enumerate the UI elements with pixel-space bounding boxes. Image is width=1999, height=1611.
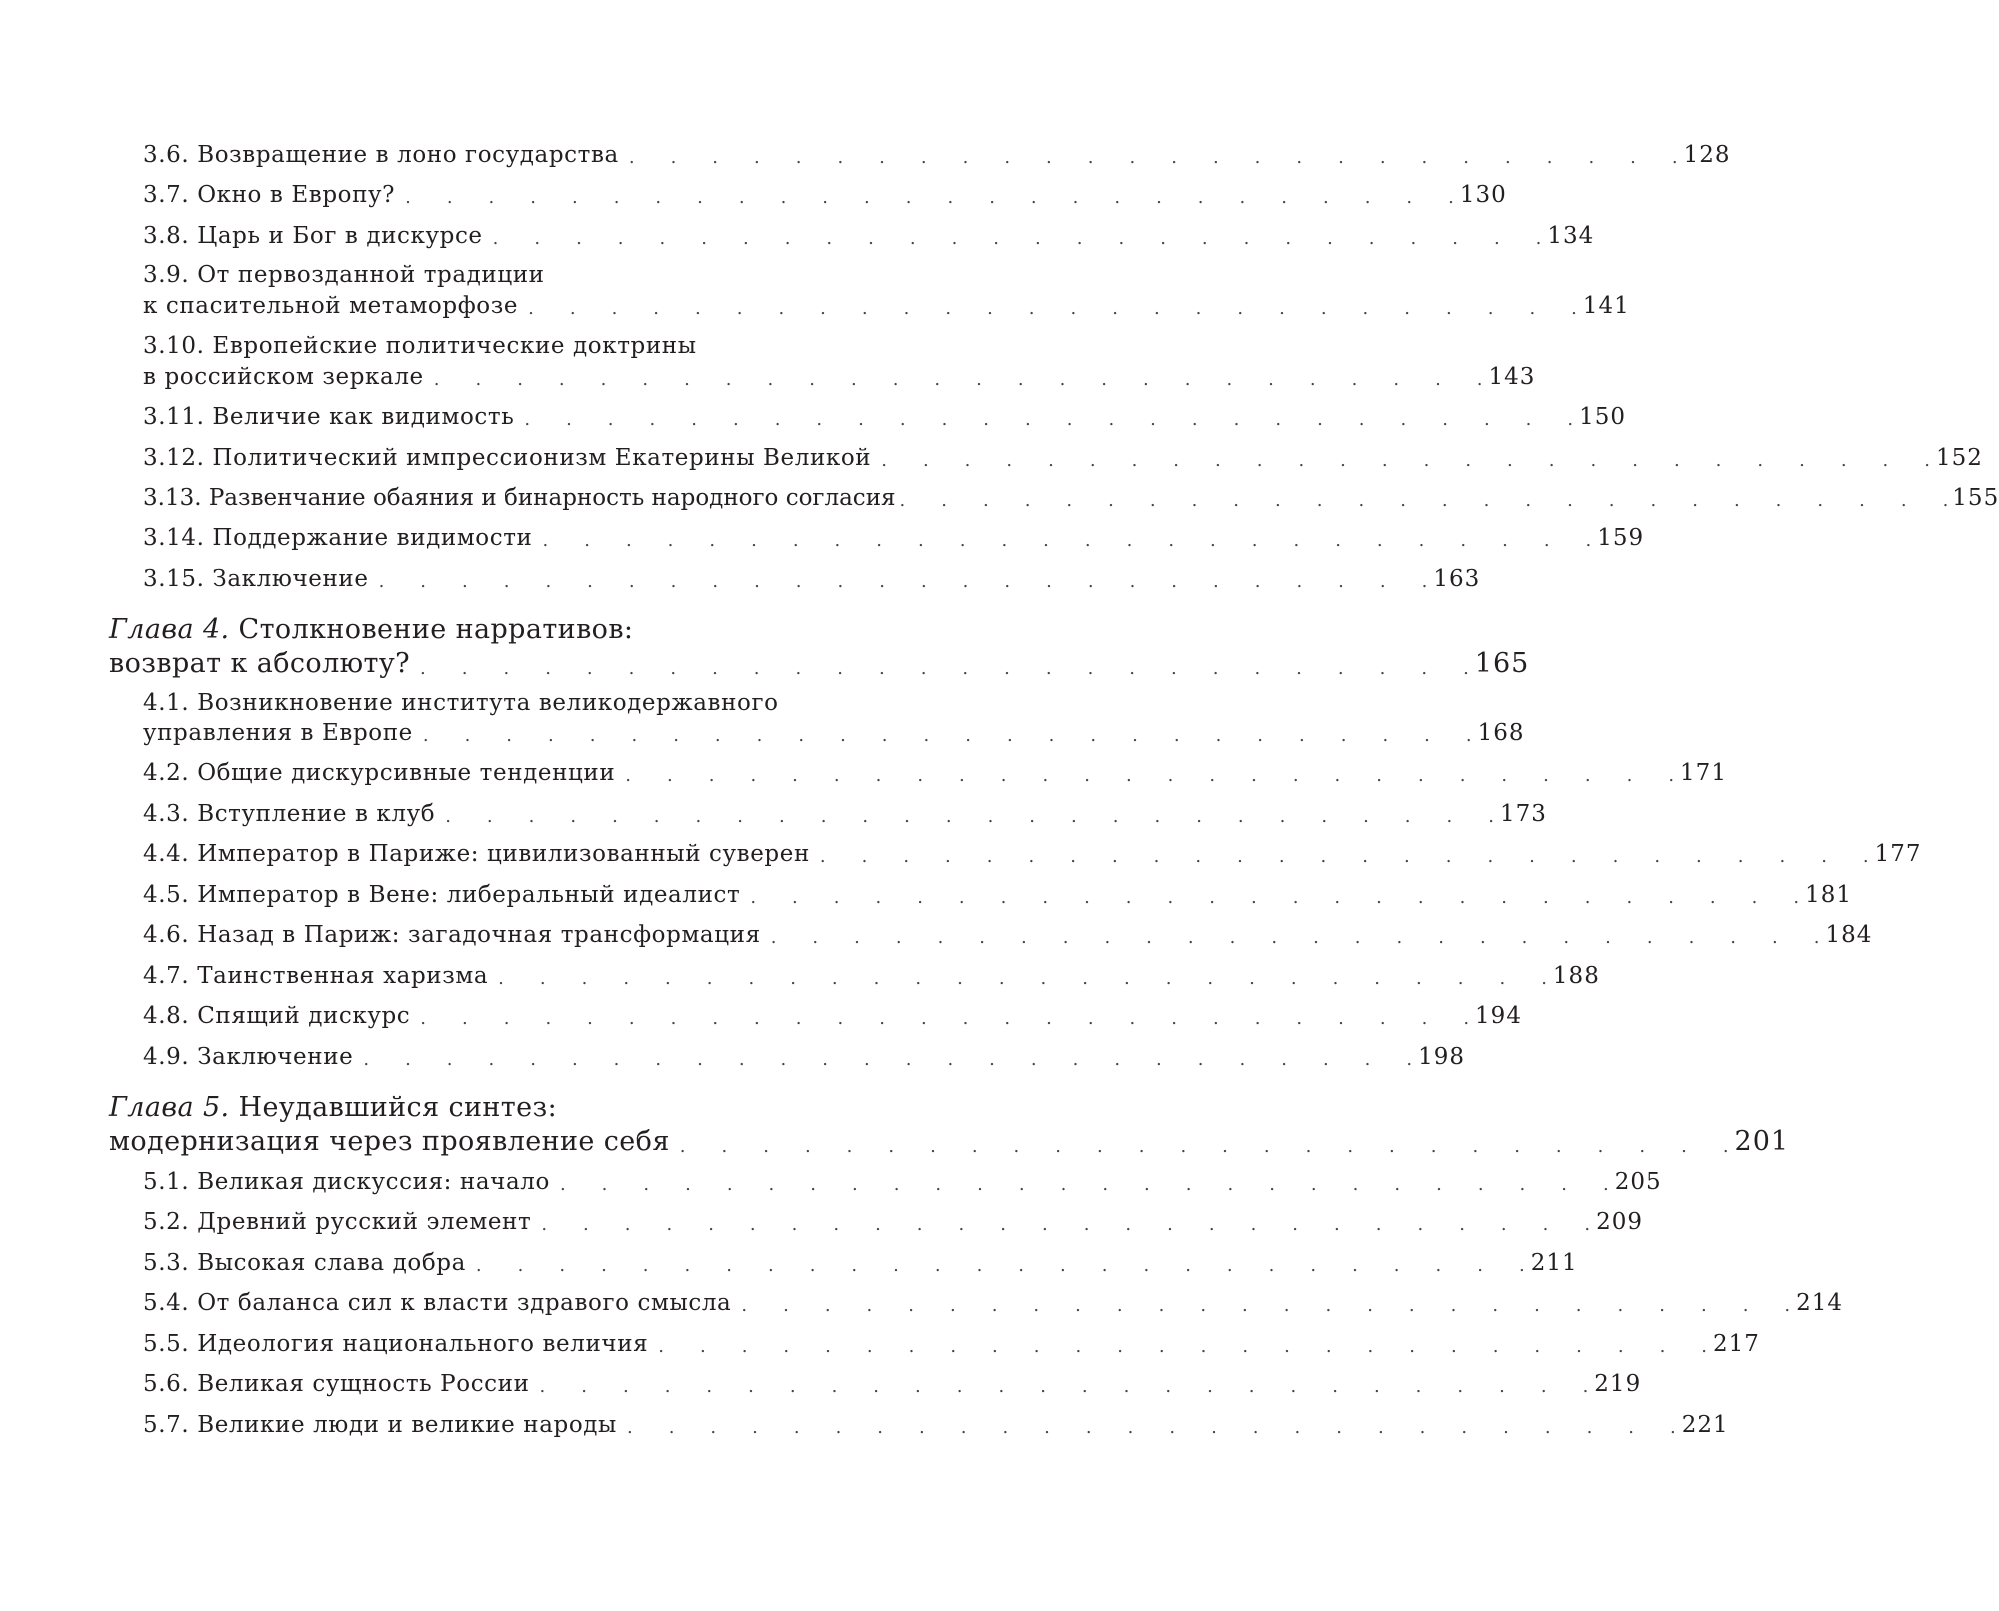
toc-entry[interactable] bbox=[143, 1331, 1760, 1357]
toc-entry[interactable] bbox=[143, 566, 1481, 592]
toc-entry-page: 181 bbox=[1805, 882, 1852, 908]
toc-entry[interactable] bbox=[143, 1250, 1578, 1276]
toc-entry[interactable] bbox=[143, 142, 1731, 168]
toc-entry-title: модернизация через проявление себя bbox=[109, 1126, 670, 1157]
dot-leader bbox=[820, 846, 1869, 867]
toc-entry-page: 130 bbox=[1459, 182, 1507, 208]
dot-leader bbox=[771, 927, 1820, 948]
toc-entry-title: 4.7. Таинственная харизма bbox=[143, 963, 489, 989]
toc-entry-page: 219 bbox=[1594, 1371, 1642, 1397]
toc-entry[interactable] bbox=[143, 1412, 1729, 1438]
toc-entry-title: 5.2. Древний русский элемент bbox=[143, 1209, 532, 1235]
toc-entry-title: 3.15. Заключение bbox=[143, 566, 369, 592]
toc-entry[interactable] bbox=[143, 364, 1536, 390]
toc-entry-page: 194 bbox=[1475, 1003, 1522, 1029]
toc-entry-title: 4.9. Заключение bbox=[143, 1044, 354, 1070]
toc-entry-title: 5.7. Великие люди и великие народы bbox=[143, 1412, 617, 1438]
chapter-heading-line1 bbox=[109, 1092, 557, 1123]
dot-leader bbox=[627, 1417, 1676, 1438]
toc-entry-page: 221 bbox=[1681, 1412, 1729, 1438]
dot-leader bbox=[629, 147, 1678, 168]
toc-entry-page: 155 bbox=[1952, 485, 1999, 511]
toc-entry-page: 159 bbox=[1597, 525, 1645, 551]
dot-leader bbox=[881, 450, 1930, 471]
dot-leader bbox=[541, 1214, 1590, 1235]
toc-entry-page: 141 bbox=[1582, 293, 1630, 319]
toc-entry[interactable] bbox=[143, 1290, 1844, 1316]
toc-entry-title: 3.11. Величие как видимость bbox=[143, 404, 515, 430]
toc-entry[interactable] bbox=[143, 445, 1983, 471]
toc-entry-title: 5.1. Великая дискуссия: начало bbox=[143, 1169, 550, 1195]
toc-entry[interactable] bbox=[143, 404, 1627, 430]
toc-entry-page: 217 bbox=[1713, 1331, 1760, 1357]
toc-entry-title: 4.2. Общие дискурсивные тенденции bbox=[143, 760, 616, 786]
dot-leader bbox=[493, 228, 1542, 249]
toc-entry-title: управления в Европе bbox=[143, 720, 413, 746]
toc-entry-title: 5.5. Идеология национального величия bbox=[143, 1331, 649, 1357]
chapter-number: Глава 5. bbox=[109, 1092, 230, 1123]
toc-entry[interactable] bbox=[143, 1209, 1643, 1235]
chapter-number: Глава 4. bbox=[109, 614, 230, 645]
toc-entry-page: 168 bbox=[1477, 720, 1525, 746]
toc-entry-page: 198 bbox=[1418, 1044, 1466, 1070]
toc-entry-title: 5.6. Великая сущность России bbox=[143, 1371, 530, 1397]
dot-leader bbox=[528, 298, 1577, 319]
toc-entry-page: 163 bbox=[1433, 566, 1481, 592]
toc-entry[interactable] bbox=[143, 963, 1600, 989]
dot-leader bbox=[363, 1049, 1412, 1070]
dot-leader bbox=[658, 1336, 1707, 1357]
chapter-title-line1: Столкновение нарративов: bbox=[238, 614, 634, 645]
toc-entry[interactable] bbox=[143, 182, 1507, 208]
toc-entry-page: 184 bbox=[1825, 922, 1873, 948]
toc-entry-title: 3.8. Царь и Бог в дискурсе bbox=[143, 223, 483, 249]
toc-entry-page: 171 bbox=[1680, 760, 1727, 786]
toc-entry-title: 4.4. Император в Париже: цивилизованный суверен bbox=[143, 841, 810, 867]
dot-leader bbox=[445, 806, 1494, 827]
dot-leader bbox=[560, 1174, 1609, 1195]
toc-entry-title: к спасительной метаморфозе bbox=[143, 293, 519, 319]
toc-entry-title: 3.13. Развенчание обаяния и бинарность народного согласия bbox=[143, 485, 896, 511]
dot-leader bbox=[741, 1295, 1790, 1316]
toc-entry-title: 4.6. Назад в Париж: загадочная трансформация bbox=[143, 922, 761, 948]
toc-entry-page: 205 bbox=[1614, 1169, 1662, 1195]
toc-entry-title: 5.4. От баланса сил к власти здравого смысла bbox=[143, 1290, 732, 1316]
toc-entry-title: 3.14. Поддержание видимости bbox=[143, 525, 533, 551]
dot-leader bbox=[750, 887, 1799, 908]
toc-entry-page: 152 bbox=[1936, 445, 1983, 471]
chapter-heading-line1 bbox=[109, 614, 633, 645]
toc-entry[interactable] bbox=[143, 720, 1525, 746]
dot-leader bbox=[423, 725, 1472, 746]
toc-entry-page: 134 bbox=[1547, 223, 1595, 249]
dot-leader bbox=[498, 968, 1547, 989]
toc-entry-page: 188 bbox=[1552, 963, 1600, 989]
toc-entry[interactable] bbox=[143, 922, 1873, 948]
toc-entry[interactable] bbox=[143, 801, 1547, 827]
dot-leader bbox=[420, 658, 1469, 679]
dot-leader bbox=[540, 1376, 1589, 1397]
toc-entry[interactable] bbox=[143, 485, 1999, 511]
toc-entry[interactable] bbox=[143, 1371, 1642, 1397]
toc-entry-title: 3.7. Окно в Европу? bbox=[143, 182, 396, 208]
toc-entry[interactable] bbox=[143, 1044, 1466, 1070]
toc-entry-title-line1: 4.1. Возникновение института великодержавного bbox=[143, 690, 779, 716]
toc-chapter-entry[interactable] bbox=[109, 648, 1530, 679]
toc-entry-title: 4.5. Император в Вене: либеральный идеалист bbox=[143, 882, 741, 908]
toc-entry-title: 3.12. Политический импрессионизм Екатерины Великой bbox=[143, 445, 872, 471]
toc-entry-page: 143 bbox=[1488, 364, 1536, 390]
toc-entry[interactable] bbox=[143, 1169, 1662, 1195]
toc-entry-title: возврат к абсолюту? bbox=[109, 648, 411, 679]
toc-chapter-entry[interactable] bbox=[109, 1126, 1790, 1157]
toc-entry[interactable] bbox=[143, 841, 1922, 867]
dot-leader bbox=[379, 571, 1428, 592]
dot-leader bbox=[420, 1008, 1469, 1029]
toc-entry-page: 173 bbox=[1499, 801, 1547, 827]
toc-entry-page: 177 bbox=[1874, 841, 1922, 867]
toc-entry-title: в российском зеркале bbox=[143, 364, 424, 390]
toc-entry[interactable] bbox=[143, 760, 1727, 786]
toc-entry-page: 201 bbox=[1734, 1126, 1790, 1157]
toc-entry-page: 150 bbox=[1579, 404, 1627, 430]
toc-entry-title: 4.3. Вступление в клуб bbox=[143, 801, 436, 827]
toc-entry-page: 214 bbox=[1796, 1290, 1844, 1316]
toc-entry-title: 4.8. Спящий дискурс bbox=[143, 1003, 411, 1029]
toc-entry[interactable] bbox=[143, 525, 1645, 551]
dot-leader bbox=[543, 530, 1592, 551]
toc-entry-title-line1: 3.10. Европейские политические доктрины bbox=[143, 333, 697, 359]
toc-entry-page: 128 bbox=[1683, 142, 1731, 168]
toc-entry-title-line1: 3.9. От первозданной традиции bbox=[143, 262, 545, 288]
dot-leader bbox=[434, 369, 1483, 390]
toc-entry[interactable] bbox=[143, 293, 1630, 319]
toc-entry-page: 211 bbox=[1530, 1250, 1578, 1276]
dot-leader bbox=[524, 409, 1573, 430]
chapter-title-line1: Неудавшийся синтез: bbox=[238, 1092, 558, 1123]
toc-entry-title: 5.3. Высокая слава добра bbox=[143, 1250, 466, 1276]
toc-entry[interactable] bbox=[143, 1003, 1522, 1029]
dot-leader bbox=[625, 765, 1674, 786]
toc-entry-page: 165 bbox=[1474, 648, 1530, 679]
dot-leader bbox=[405, 187, 1454, 208]
toc-entry-page: 209 bbox=[1596, 1209, 1643, 1235]
toc-entry[interactable] bbox=[143, 882, 1852, 908]
dot-leader bbox=[476, 1255, 1525, 1276]
dot-leader bbox=[900, 490, 1949, 511]
toc-entry-title: 3.6. Возвращение в лоно государства bbox=[143, 142, 619, 168]
dot-leader bbox=[680, 1136, 1729, 1157]
toc-entry[interactable] bbox=[143, 223, 1595, 249]
